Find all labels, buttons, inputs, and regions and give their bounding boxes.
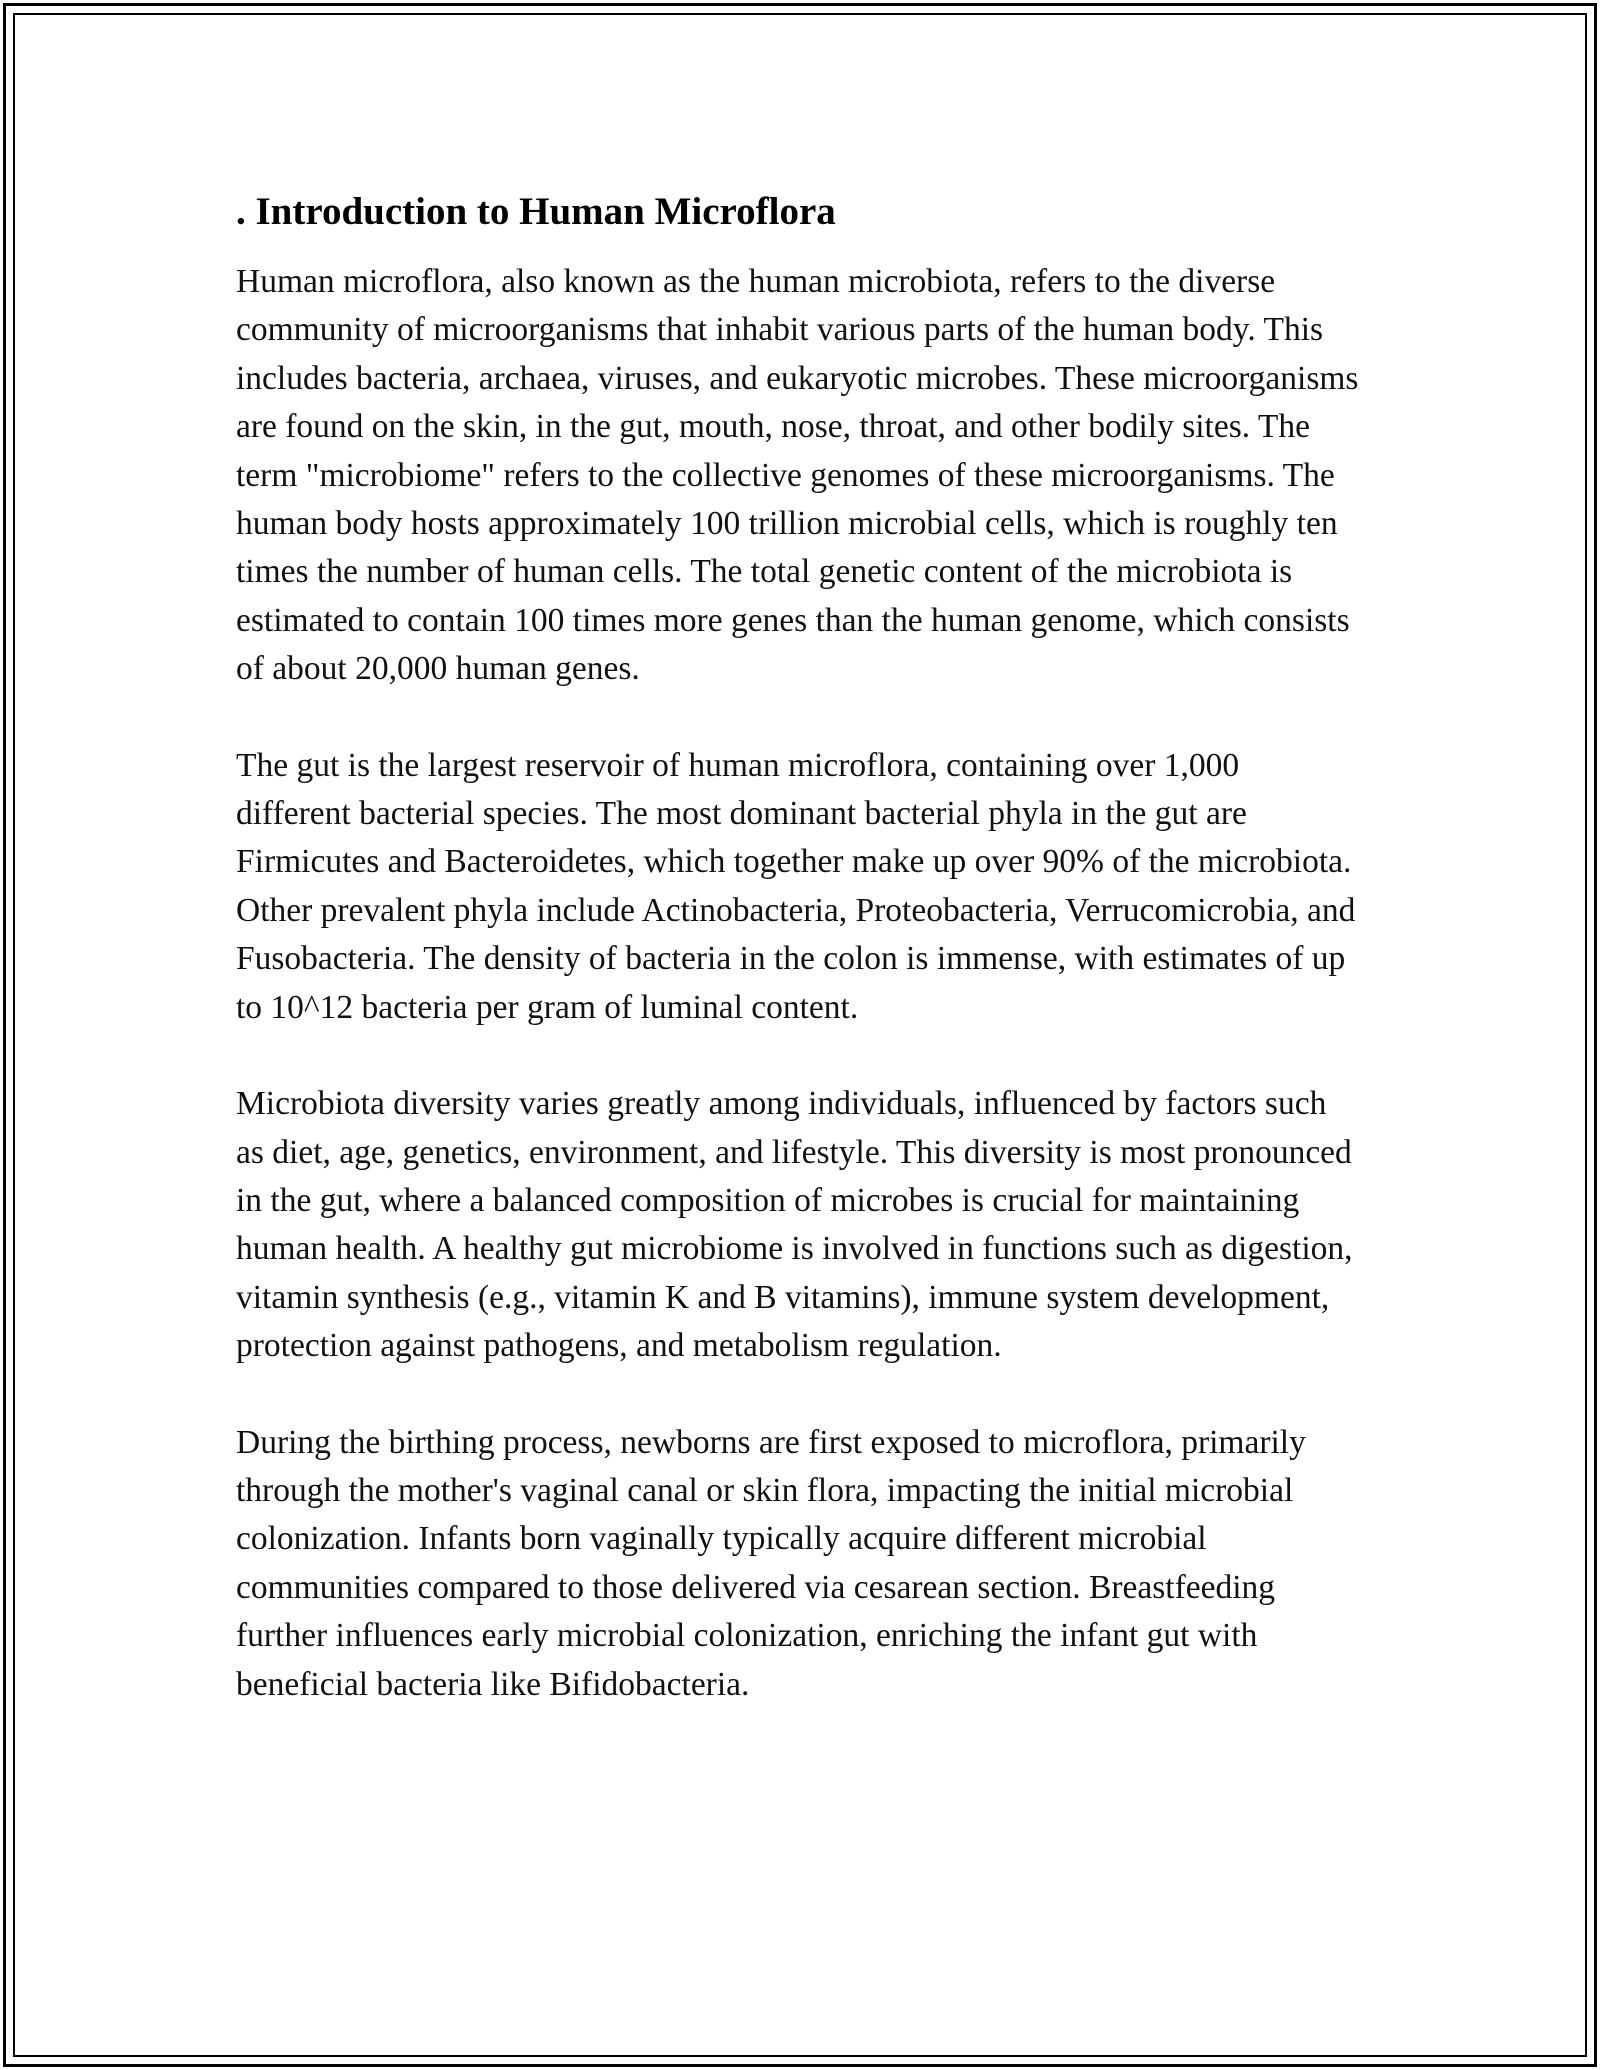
paragraph-gut: The gut is the largest reservoir of human microflora, containing over 1,000 different bacterial species. The most dominant bacterial phyla in the gut are Firmicutes and Bacteroidetes, which together make up over 90% of the microbiota. Other prevalent phyla include Actinobacteria, Proteobacteria, Verrucomicrobia, and Fusobacteria. The density of bacteria in the colon is immense, with estimates of up to 10^12 bacteria per gram of luminal content. [236, 746, 1356, 1026]
section-title: . Introduction to Human Microflora [236, 190, 836, 233]
document-body [236, 186, 1360, 1757]
paragraph-diversity: Microbiota diversity varies greatly among individuals, influenced by factors such as diet, age, genetics, environment, and lifestyle. This diversity is most pronounced in the gut, where a balanced composition of microbes is crucial for maintaining human health. A healthy gut microbiome is involved in functions such as digestion, vitamin synthesis (e.g., vitamin K and B vitamins), immune system development, protection against pathogens, and metabolism regulation. [236, 1085, 1353, 1365]
paragraph-intro: Human microflora, also known as the human microbiota, refers to the diverse community of microorganisms that inhabit various parts of the human body. This includes bacteria, archaea, viruses, and eukaryotic microbes. These microorganisms are found on the skin, in the gut, mouth, nose, throat, and other bodily sites. The term "microbiome" refers to the collective genomes of these microorganisms. The human body hosts approximately 100 trillion microbial cells, which is roughly ten times the number of human cells. The total genetic content of the microbiota is estimated to contain 100 times more genes than the human genome, which consists of about 20,000 human genes. [236, 263, 1359, 688]
paragraph-birth: During the birthing process, newborns are first exposed to microflora, primarily through the mother's vaginal canal or skin flora, impacting the initial microbial colonization. Infants born vaginally typically acquire different microbial communities compared to those delivered via cesarean section. Breastfeeding further influences early microbial colonization, enriching the infant gut with beneficial bacteria like Bifidobacteria. [236, 1423, 1306, 1703]
